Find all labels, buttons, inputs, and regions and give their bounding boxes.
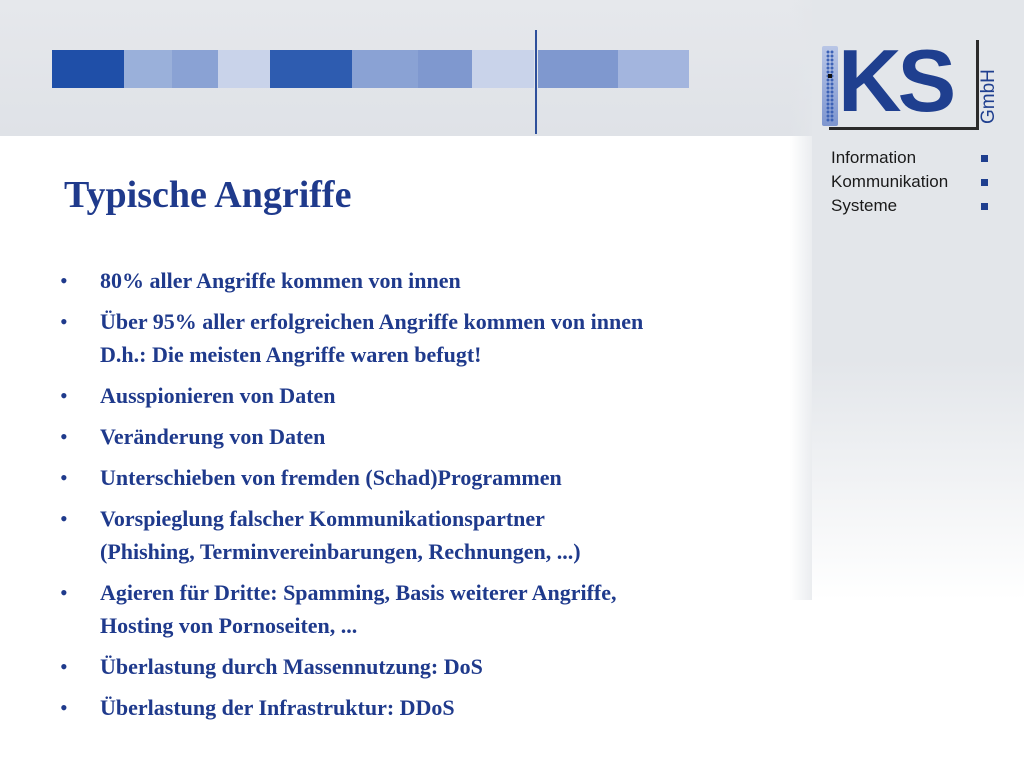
bullet-text: Hosting von Pornoseiten, ...: [100, 613, 358, 638]
bullet-item: [58, 650, 818, 683]
decorative-bar: [270, 50, 352, 88]
bullet-item: [58, 264, 818, 297]
bullet-text: Vorspieglung falscher Kommunikationspartner: [100, 506, 545, 531]
bullet-item: [58, 576, 818, 642]
bullet-item: [58, 461, 818, 494]
bullet-icon: •: [60, 383, 68, 408]
bullet-icon: •: [60, 465, 68, 490]
bullet-text: Agieren für Dritte: Spamming, Basis weiterer Angriffe,: [100, 580, 617, 605]
decorative-bar: [218, 50, 270, 88]
bullet-item: [58, 420, 818, 453]
bullet-item: [58, 379, 818, 412]
slide-title: Typische Angriffe: [64, 174, 352, 216]
bullet-text: Unterschieben von fremden (Schad)Programmen: [100, 465, 562, 490]
decorative-bar: [124, 50, 172, 88]
bullet-text: (Phishing, Terminvereinbarungen, Rechnungen, ...): [100, 539, 581, 564]
bullet-text: Überlastung der Infrastruktur: DDoS: [100, 695, 455, 720]
bullet-item: [58, 502, 818, 568]
decorative-bar: [352, 50, 418, 88]
divider-line: [535, 30, 537, 134]
square-icon: [981, 155, 988, 162]
bullet-list: [58, 264, 818, 732]
decorative-bar: [618, 50, 689, 88]
logo-tagline: [831, 146, 1021, 218]
logo-gmbh: GmbH: [978, 69, 999, 124]
decorative-bar: [52, 50, 124, 88]
logo-line: Kommunikation: [831, 170, 1021, 194]
logo-line: Systeme: [831, 194, 1021, 218]
bullet-icon: •: [60, 580, 68, 605]
bullet-text: Überlastung durch Massennutzung: DoS: [100, 654, 483, 679]
bullet-icon: •: [60, 506, 68, 531]
bullet-icon: •: [60, 424, 68, 449]
decorative-bar: [172, 50, 218, 88]
logo-line: Information: [831, 146, 1021, 170]
decorative-bar: [418, 50, 472, 88]
bullet-text: 80% aller Angriffe kommen von innen: [100, 268, 461, 293]
decorative-bar: [538, 50, 618, 88]
bullet-text: Veränderung von Daten: [100, 424, 326, 449]
bullet-text: D.h.: Die meisten Angriffe waren befugt!: [100, 342, 482, 367]
decorative-bar: [472, 50, 534, 88]
bullet-item: [58, 691, 818, 724]
bullet-text: Ausspionieren von Daten: [100, 383, 336, 408]
bullet-text: Über 95% aller erfolgreichen Angriffe kommen von innen: [100, 309, 644, 334]
bullet-item: [58, 305, 818, 371]
square-icon: [981, 179, 988, 186]
square-icon: [981, 203, 988, 210]
bullet-icon: •: [60, 654, 68, 679]
decorative-bar-strip: [52, 50, 689, 88]
logo-ks: KS: [838, 31, 953, 130]
bullet-icon: •: [60, 268, 68, 293]
bullet-icon: •: [60, 309, 68, 334]
logo-grip-icon: [822, 46, 838, 126]
bullet-icon: •: [60, 695, 68, 720]
